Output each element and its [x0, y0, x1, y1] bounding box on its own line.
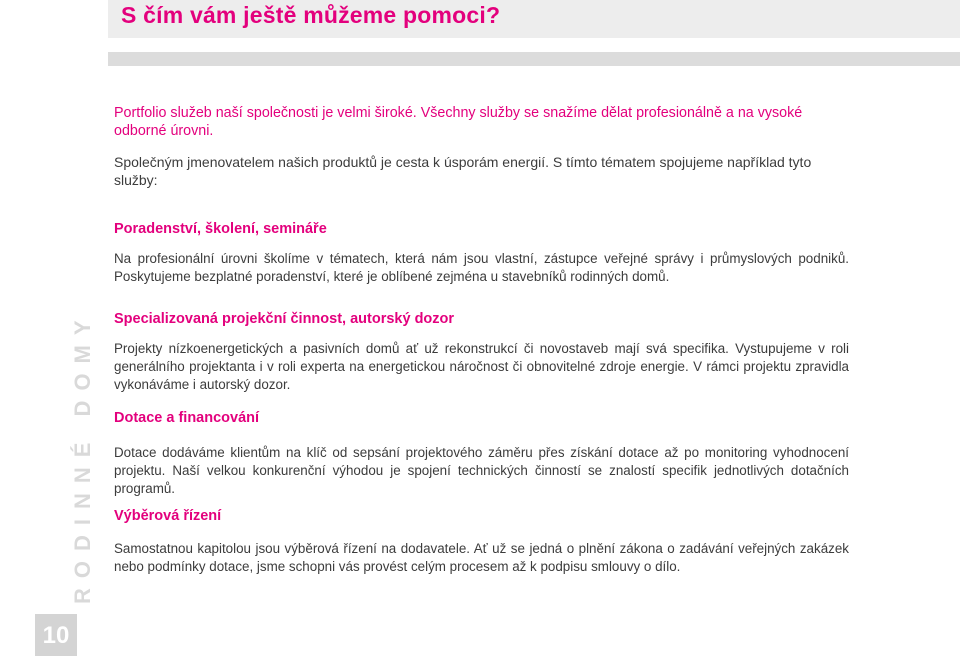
section-body: Na profesionální úrovni školíme v tématech, která nám jsou vlastní, zástupce veřejné správy i průmyslových podniků. Poskytujeme bezplatné poradenství, které je oblíbené zejména u stavebníků rodinných domů.	[114, 251, 849, 284]
page-number: 10	[35, 614, 77, 656]
section-body: Dotace dodáváme klientům na klíč od sepsání projektového záměru přes získání dotace až po monitoring vyhodnocení projektu. Naší velkou konkurenční výhodou je spojení technických činností se znalostí specifik jednotlivých dotačních programů.	[114, 445, 849, 496]
section-design	[114, 310, 849, 394]
section-heading: Dotace a financování	[114, 410, 260, 426]
title-bar	[108, 0, 960, 38]
section-heading: Specializovaná projekční činnost, autorský dozor	[114, 311, 455, 327]
decorative-band	[108, 52, 960, 66]
side-label-text: RODINNÉ DOMY	[70, 310, 95, 604]
section-subsidies	[114, 409, 849, 498]
section-heading: Poradenství, školení, semináře	[114, 221, 327, 237]
page-title: S čím vám ještě můžeme pomoci?	[121, 2, 501, 28]
section-consulting	[114, 220, 849, 286]
intro-text: Společným jmenovatelem našich produktů je cesta k úsporám energií. S tímto tématem spojujeme například tyto služby:	[114, 154, 812, 188]
side-label	[44, 310, 95, 604]
section-body: Samostatnou kapitolou jsou výběrová řízení na dodavatele. Ať už se jedná o plnění zákona o zadávání veřejných zakázek nebo podmínky dotace, jsme schopni vás provést celým procesem až k podpisu smlouvy o dílo.	[114, 541, 849, 574]
intro-lead: Portfolio služeb naší společnosti je velmi široké. Všechny služby se snažíme dělat profesionálně a na vysoké odborné úrovni.	[114, 105, 803, 139]
section-heading: Výběrová řízení	[114, 508, 222, 524]
section-tenders	[114, 507, 849, 576]
intro	[114, 104, 849, 189]
section-body: Projekty nízkoenergetických a pasivních domů ať už rekonstrukcí či novostaveb mají svá specifika. Vystupujeme v roli generálního projektanta i v roli experta na energetickou náročnost či obnovitelné zdroje energie. V rámci projektu zpravidla vykonáváme i autorský dozor.	[114, 341, 849, 392]
